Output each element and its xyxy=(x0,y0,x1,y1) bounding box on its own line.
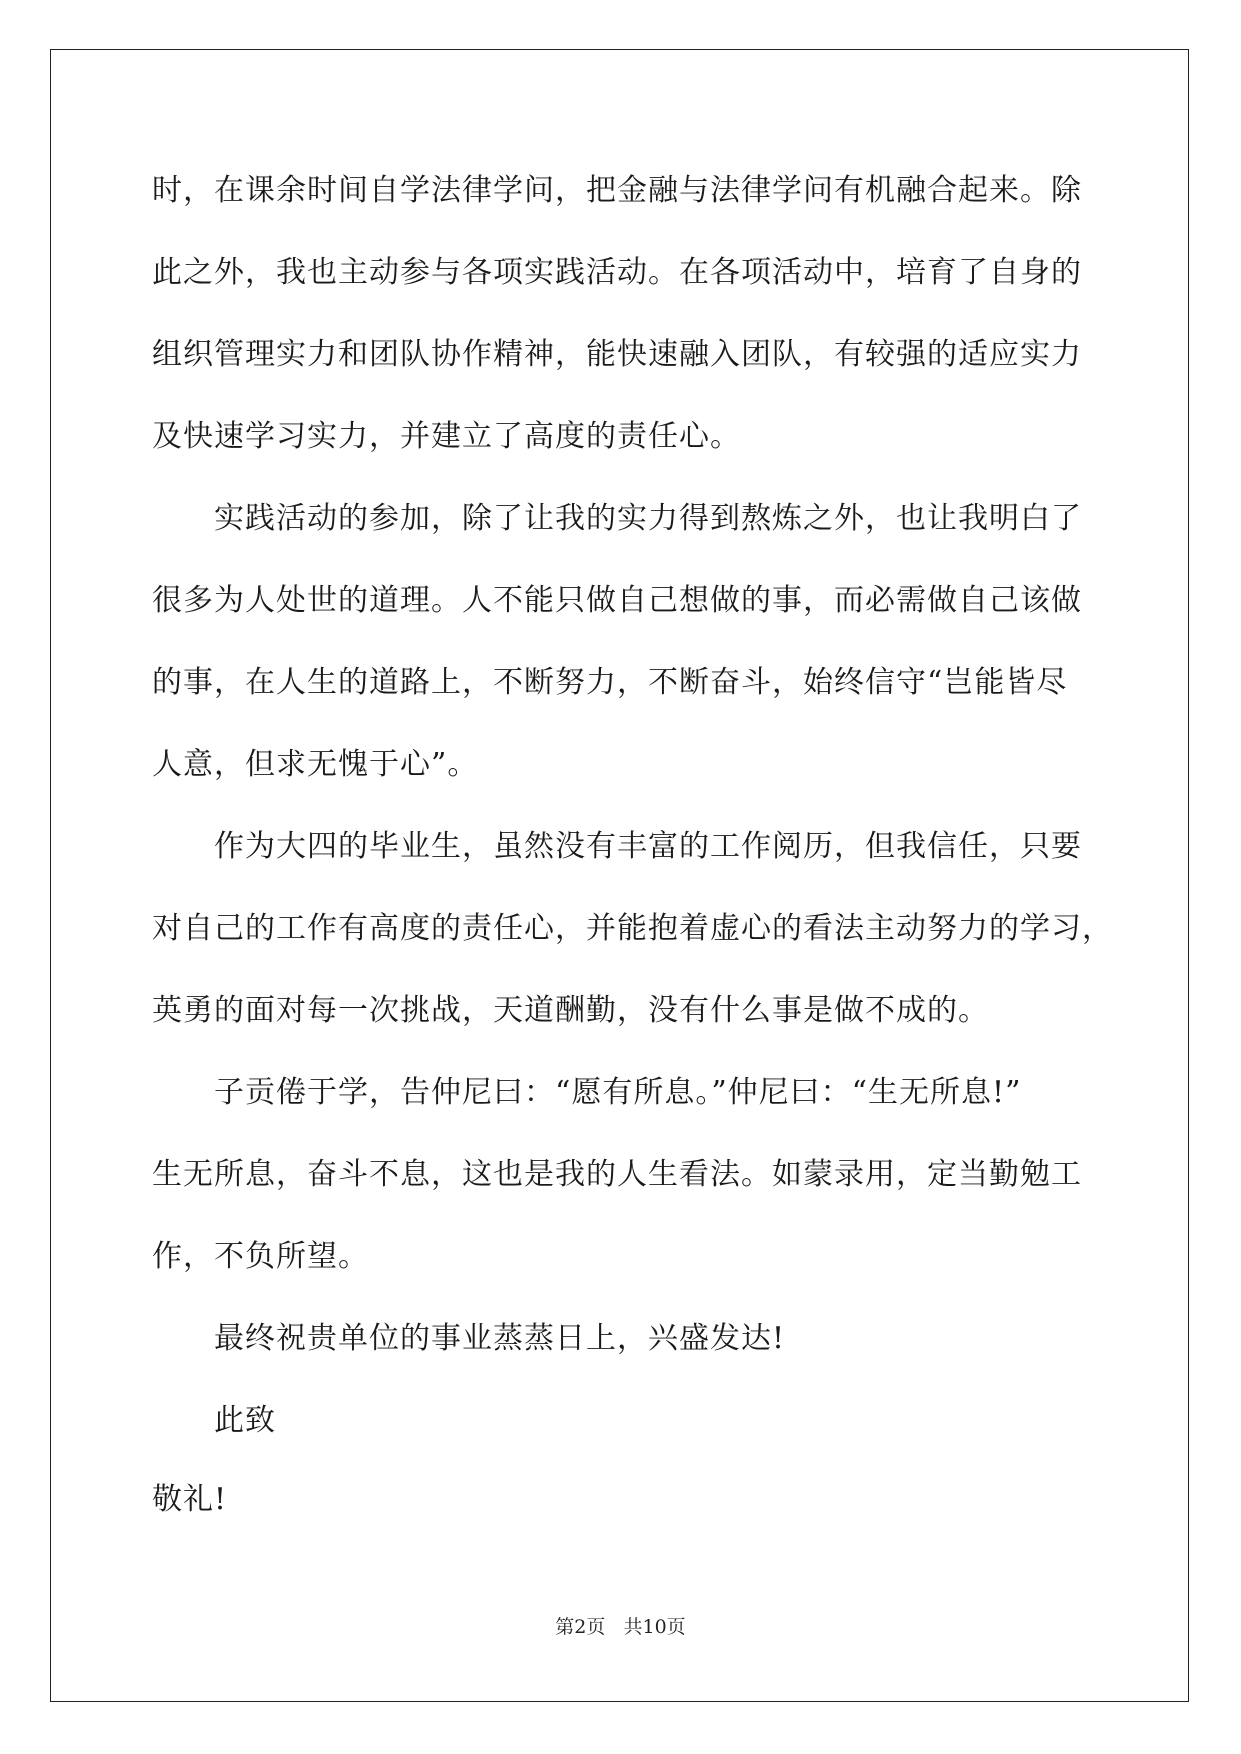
paragraph-start-line: 作为大四的毕业生，虽然没有丰富的工作阅历，但我信任，只要 xyxy=(214,829,1082,864)
text-line: 人意，但求无愧于心”。 xyxy=(152,747,479,782)
text-line: 作，不负所望。 xyxy=(152,1239,369,1274)
text-line: 时，在课余时间自学法律学问，把金融与法律学问有机融合起来。除 xyxy=(152,173,1082,208)
salutation: 敬礼! xyxy=(152,1482,228,1517)
closing-wish-line: 最终祝贵单位的事业蒸蒸日上，兴盛发达! xyxy=(214,1321,786,1356)
letter-body xyxy=(152,150,1112,1462)
paragraph-start-line: 子贡倦于学，告仲尼曰：“愿有所息。”仲尼曰：“生无所息!” xyxy=(214,1075,1022,1110)
text-line: 的事，在人生的道路上，不断努力，不断奋斗，始终信守“岂能皆尽 xyxy=(152,665,1068,700)
paragraph-start-line: 实践活动的参加，除了让我的实力得到熬炼之外，也让我明白了 xyxy=(214,501,1082,536)
text-line: 组织管理实力和团队协作精神，能快速融入团队，有较强的适应实力 xyxy=(152,337,1082,372)
text-line: 很多为人处世的道理。人不能只做自己想做的事，而必需做自己该做 xyxy=(152,583,1082,618)
text-line: 及快速学习实力，并建立了高度的责任心。 xyxy=(152,419,741,454)
page-number-footer: 第2页 共10页 xyxy=(555,1616,686,1638)
closing-line: 此致 xyxy=(214,1403,276,1438)
text-line: 对自己的工作有高度的责任心，并能抱着虚心的看法主动努力的学习， xyxy=(152,911,1113,946)
text-line: 此之外，我也主动参与各项实践活动。在各项活动中，培育了自身的 xyxy=(152,255,1082,290)
text-line: 生无所息，奋斗不息，这也是我的人生看法。如蒙录用，定当勤勉工 xyxy=(152,1157,1082,1192)
text-line: 英勇的面对每一次挑战，天道酬勤，没有什么事是做不成的。 xyxy=(152,993,989,1028)
